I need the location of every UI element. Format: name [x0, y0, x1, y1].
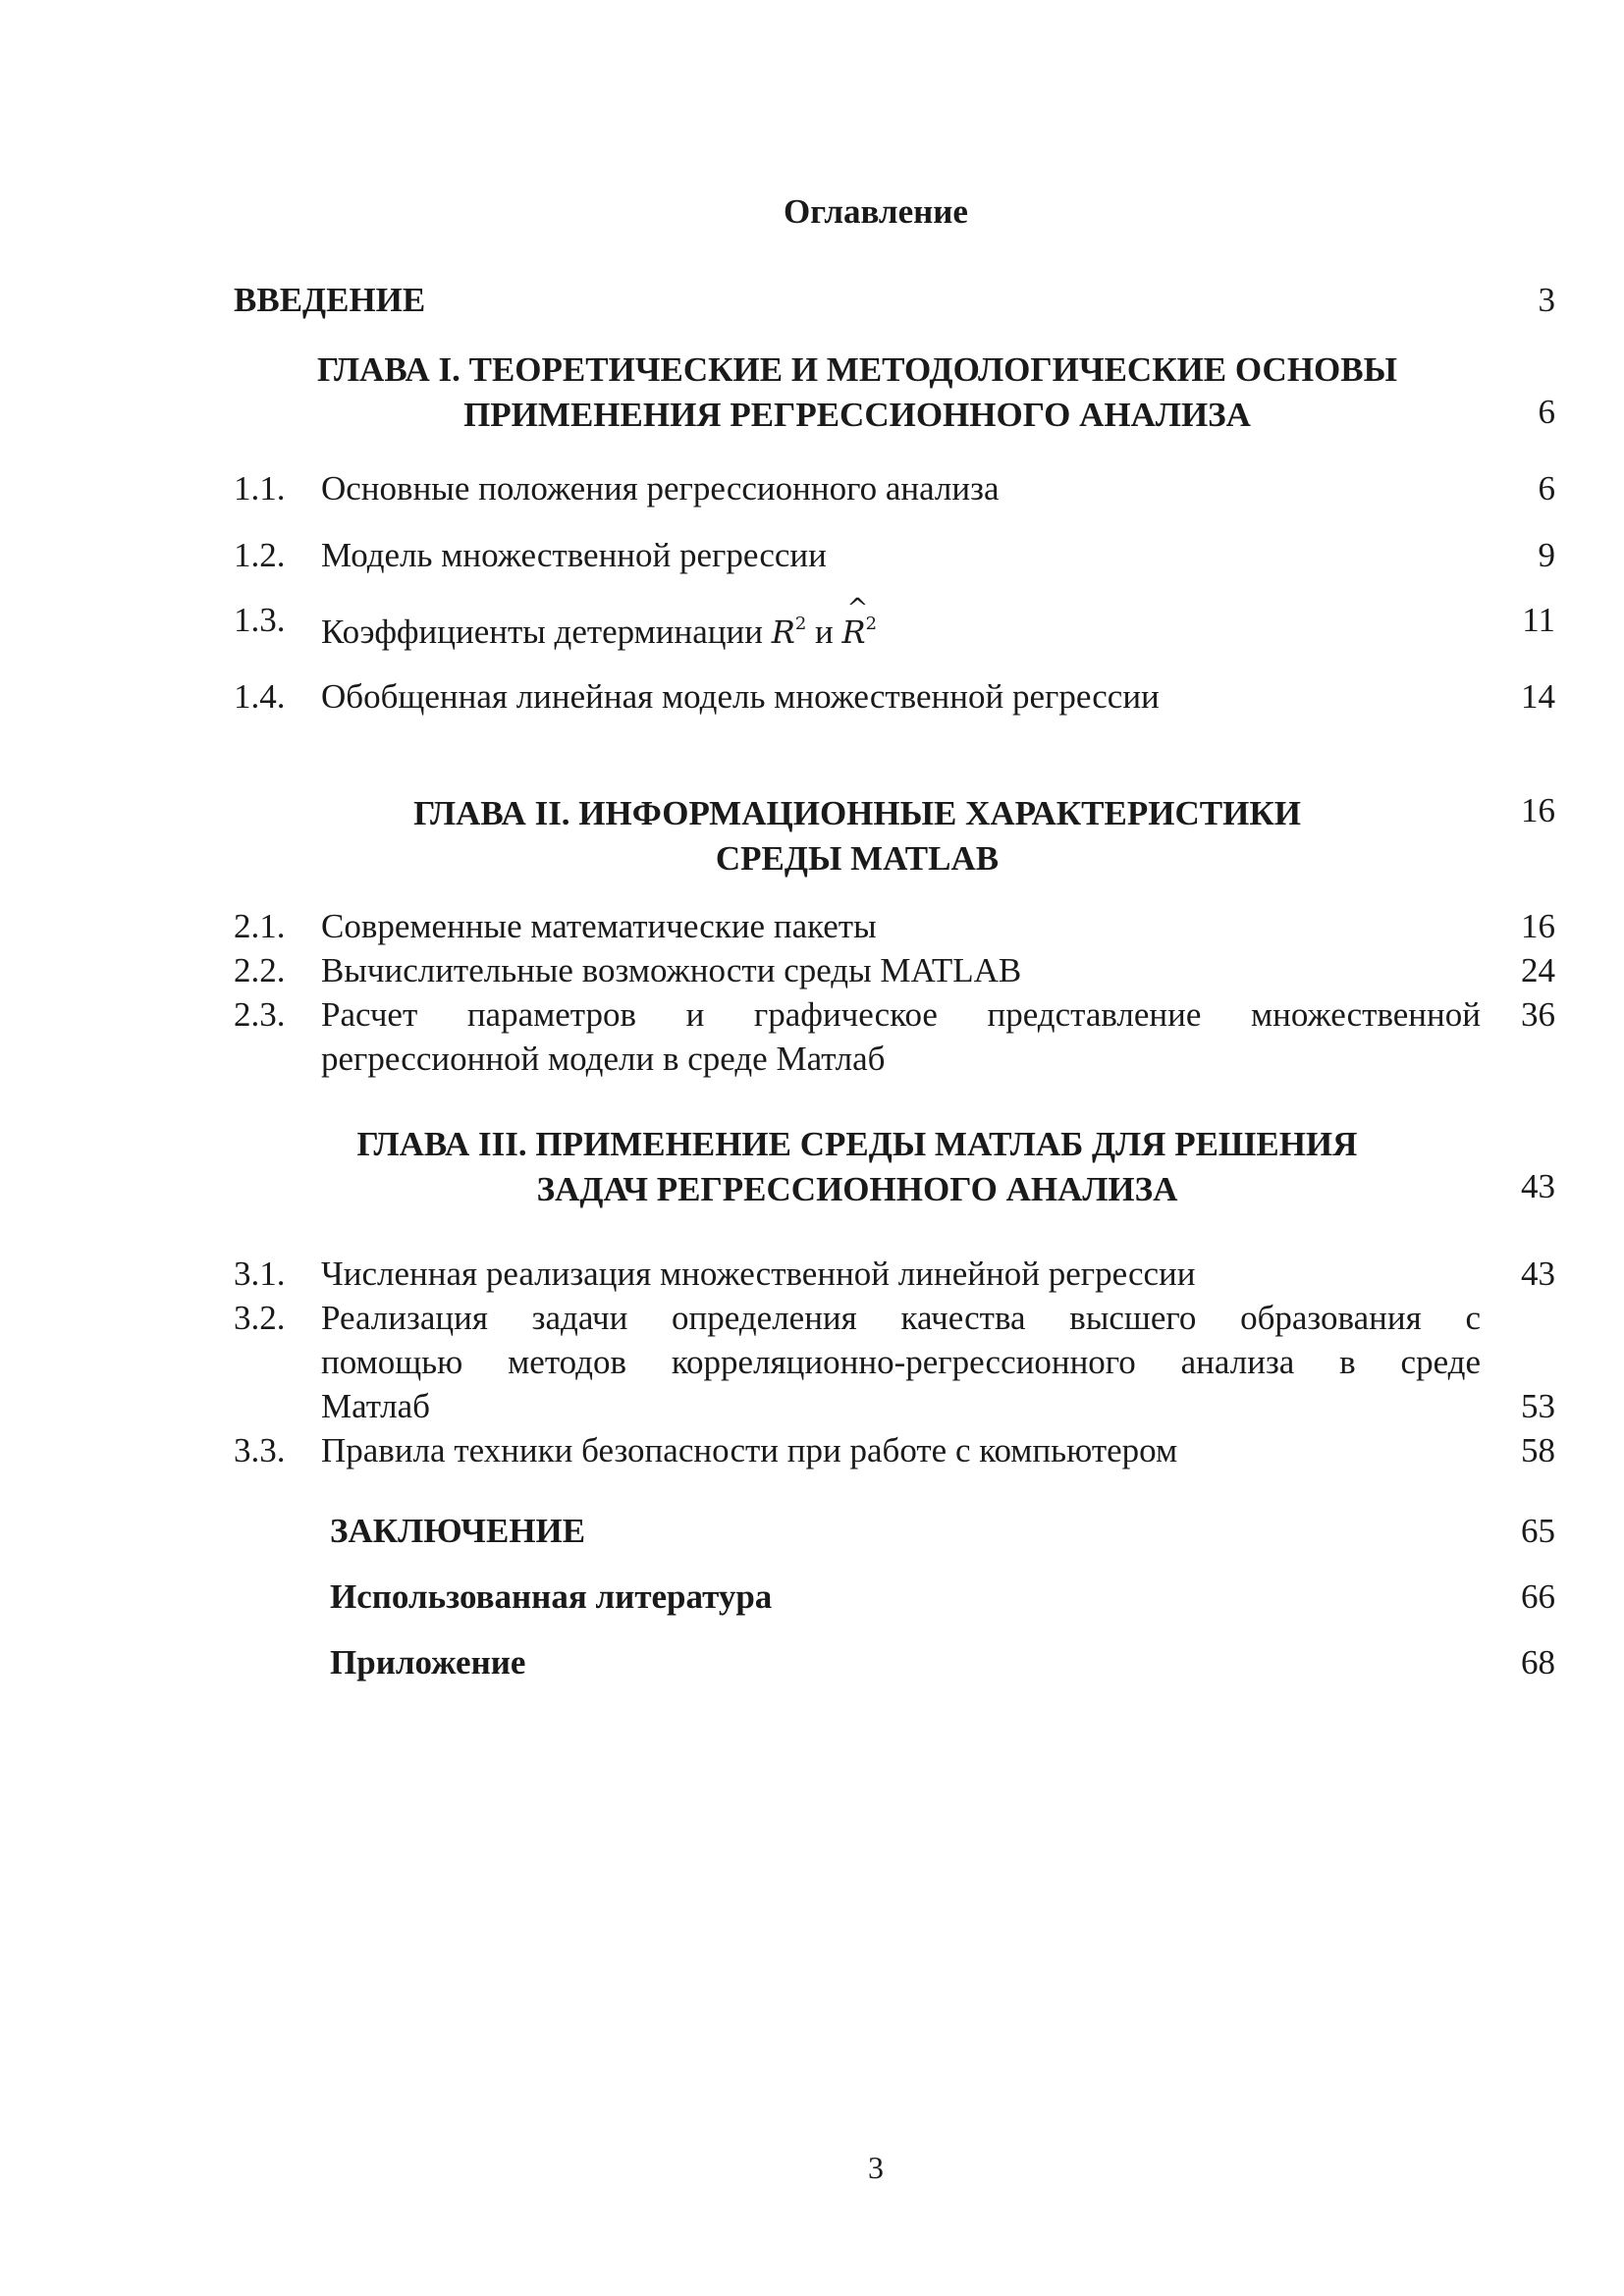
section-3-3-number: 3.3.	[234, 1431, 286, 1469]
section-2-2-page: 24	[1521, 951, 1555, 989]
conclusion-label[interactable]: ЗАКЛЮЧЕНИЕ	[330, 1512, 586, 1550]
chapter2-heading-line1: ГЛАВА II. ИНФОРМАЦИОННЫЕ ХАРАКТЕРИСТИКИ	[413, 794, 1301, 832]
section-3-1-number: 3.1.	[234, 1255, 286, 1293]
section-2-2-number: 2.2.	[234, 951, 286, 989]
section-3-1-page: 43	[1521, 1255, 1555, 1293]
chapter2-page: 16	[1521, 791, 1555, 829]
section-1-3-number: 1.3.	[234, 601, 286, 639]
section-3-2-title-line3[interactable]: Матлаб	[321, 1387, 430, 1425]
section-3-1-title[interactable]: Численная реализация множественной линейной регрессии	[321, 1255, 1196, 1293]
section-2-3-title-line1[interactable]: Расчет параметров и графическое представление множественной	[321, 995, 1481, 1034]
appendix-page: 68	[1521, 1643, 1555, 1682]
conclusion-page: 65	[1521, 1512, 1555, 1550]
chapter3-heading-line1: ГЛАВА III. ПРИМЕНЕНИЕ СРЕДЫ МАТЛАБ ДЛЯ РЕШЕНИЯ	[356, 1125, 1358, 1163]
section-1-3-title: Коэффициенты детерминации	[321, 613, 763, 651]
toc-title: Оглавление	[784, 192, 968, 231]
page-number: 3	[868, 2150, 884, 2185]
r-squared-symbol: $R^2$	[771, 614, 807, 651]
chapter1-heading[interactable]	[234, 347, 1481, 438]
section-2-3-page: 36	[1521, 995, 1555, 1034]
chapter2-heading-line2: СРЕДЫ MATLAB	[715, 839, 1000, 878]
section-2-1-title[interactable]: Современные математические пакеты	[321, 907, 877, 945]
section-3-2-title-line2[interactable]: помощью методов корреляционно-регрессионного анализа в среде	[321, 1343, 1481, 1381]
references-label[interactable]: Использованная литература	[330, 1577, 773, 1616]
adjusted-r-squared-symbol: ^ $R^2$	[842, 614, 878, 651]
section-1-3-conjunction: и	[815, 613, 834, 651]
section-1-1-title[interactable]: Основные положения регрессионного анализа	[321, 469, 1000, 507]
section-1-3-title-line[interactable]	[321, 613, 877, 652]
section-1-2-title[interactable]: Модель множественной регрессии	[321, 536, 827, 574]
section-2-3-title-line2[interactable]: регрессионной модели в среде Матлаб	[321, 1040, 886, 1078]
section-1-1-number: 1.1.	[234, 469, 286, 507]
chapter2-heading[interactable]	[234, 791, 1481, 881]
chapter3-heading[interactable]	[234, 1122, 1481, 1212]
section-1-4-title[interactable]: Обобщенная линейная модель множественной регрессии	[321, 677, 1160, 716]
section-2-3-number: 2.3.	[234, 995, 286, 1034]
chapter1-heading-line1: ГЛАВА I. ТЕОРЕТИЧЕСКИЕ И МЕТОДОЛОГИЧЕСКИЕ ОСНОВЫ	[316, 350, 1397, 389]
section-1-4-number: 1.4.	[234, 677, 286, 716]
section-1-4-page: 14	[1521, 677, 1555, 716]
appendix-label[interactable]: Приложение	[330, 1643, 526, 1682]
section-3-2-page: 53	[1521, 1387, 1555, 1425]
section-2-1-number: 2.1.	[234, 907, 286, 945]
section-1-3-page: 11	[1522, 601, 1555, 639]
chapter1-page: 6	[1538, 393, 1555, 431]
chapter3-heading-line2: ЗАДАЧ РЕГРЕССИОННОГО АНАЛИЗА	[536, 1170, 1178, 1208]
intro-page: 3	[1538, 281, 1555, 319]
chapter1-heading-line2: ПРИМЕНЕНИЯ РЕГРЕССИОННОГО АНАЛИЗА	[463, 396, 1251, 434]
section-2-1-page: 16	[1521, 907, 1555, 945]
intro-label[interactable]: ВВЕДЕНИЕ	[234, 281, 426, 319]
section-1-2-page: 9	[1538, 536, 1555, 574]
section-2-2-title[interactable]: Вычислительные возможности среды MATLAB	[321, 951, 1022, 989]
chapter3-page: 43	[1521, 1167, 1555, 1205]
section-3-2-title-line1[interactable]: Реализация задачи определения качества высшего образования с	[321, 1299, 1481, 1337]
references-page: 66	[1521, 1577, 1555, 1616]
section-3-3-title[interactable]: Правила техники безопасности при работе с компьютером	[321, 1431, 1178, 1469]
section-3-2-number: 3.2.	[234, 1299, 286, 1337]
section-3-3-page: 58	[1521, 1431, 1555, 1469]
section-1-1-page: 6	[1538, 469, 1555, 507]
section-1-2-number: 1.2.	[234, 536, 286, 574]
